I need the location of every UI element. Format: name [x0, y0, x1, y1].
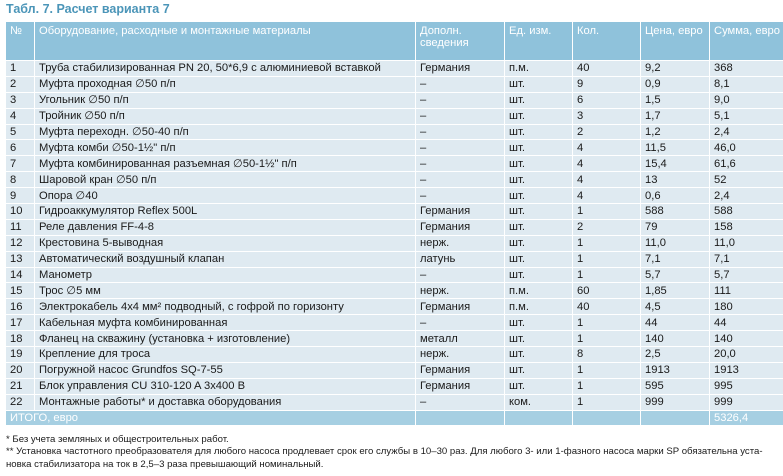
row-unit: шт. — [505, 172, 573, 188]
table-row — [6, 108, 783, 124]
row-price: 7,1 — [641, 251, 710, 267]
row-qty: 3 — [573, 108, 641, 124]
row-price: 0,9 — [641, 76, 710, 92]
row-price: 9,2 — [641, 61, 710, 77]
header-num: № — [6, 22, 35, 61]
row-unit: шт. — [505, 315, 573, 331]
row-num: 12 — [6, 235, 35, 251]
row-sum: 20,0 — [710, 347, 783, 363]
row-unit: шт. — [505, 140, 573, 156]
row-info: – — [416, 108, 505, 124]
row-unit: шт. — [505, 362, 573, 378]
row-info: Германия — [416, 219, 505, 235]
row-name: Реле давления FF-4-8 — [35, 219, 416, 235]
footnote-2: ** Установка частотного преобразователя для любого насоса продлевает срок его службы в 10–30 раз. Для любого 3- или 1-фазного насоса марки SP обязательна уста-новка стабилизатора на ток в 2,5–3 раза превышающий номинальный. — [6, 446, 763, 470]
row-name: Опора ∅40 — [35, 188, 416, 204]
table-row — [6, 267, 783, 283]
row-sum: 140 — [710, 331, 783, 347]
row-num: 10 — [6, 204, 35, 220]
row-unit: шт. — [505, 204, 573, 220]
table-header-row — [6, 22, 783, 61]
row-info: – — [416, 76, 505, 92]
row-info: Германия — [416, 378, 505, 394]
row-unit: шт. — [505, 267, 573, 283]
row-unit: шт. — [505, 188, 573, 204]
row-name: Муфта проходная ∅50 п/п — [35, 76, 416, 92]
row-price: 44 — [641, 315, 710, 331]
row-qty: 2 — [573, 219, 641, 235]
row-name: Монтажные работы* и доставка оборудования — [35, 394, 416, 410]
row-name: Тройник ∅50 п/п — [35, 108, 416, 124]
row-info: – — [416, 140, 505, 156]
row-num: 1 — [6, 61, 35, 77]
row-unit: шт. — [505, 347, 573, 363]
row-unit: п.м. — [505, 299, 573, 315]
row-qty: 40 — [573, 61, 641, 77]
row-num: 8 — [6, 172, 35, 188]
table-row — [6, 204, 783, 220]
header-info: Дополн. сведения — [416, 22, 505, 61]
row-unit: шт. — [505, 235, 573, 251]
header-sum: Сумма, евро — [710, 22, 783, 61]
total-row — [6, 410, 783, 425]
table-row — [6, 76, 783, 92]
row-price: 1,2 — [641, 124, 710, 140]
row-sum: 46,0 — [710, 140, 783, 156]
row-info: – — [416, 172, 505, 188]
row-info: Германия — [416, 61, 505, 77]
row-num: 3 — [6, 92, 35, 108]
row-num: 9 — [6, 188, 35, 204]
row-info: – — [416, 267, 505, 283]
table-row — [6, 331, 783, 347]
row-unit: п.м. — [505, 61, 573, 77]
row-info: Германия — [416, 204, 505, 220]
row-qty: 1 — [573, 235, 641, 251]
header-unit: Ед. изм. — [505, 22, 573, 61]
row-price: 2,5 — [641, 347, 710, 363]
row-sum: 5,1 — [710, 108, 783, 124]
row-num: 17 — [6, 315, 35, 331]
row-num: 4 — [6, 108, 35, 124]
table-row — [6, 172, 783, 188]
row-num: 22 — [6, 394, 35, 410]
row-info: – — [416, 394, 505, 410]
row-qty: 4 — [573, 172, 641, 188]
row-qty: 1 — [573, 267, 641, 283]
row-name: Крестовина 5-выводная — [35, 235, 416, 251]
table-row — [6, 188, 783, 204]
row-info: Германия — [416, 362, 505, 378]
row-sum: 5,7 — [710, 267, 783, 283]
table-row — [6, 251, 783, 267]
row-sum: 588 — [710, 204, 783, 220]
row-num: 20 — [6, 362, 35, 378]
row-price: 140 — [641, 331, 710, 347]
row-price: 0,6 — [641, 188, 710, 204]
table-body — [6, 61, 783, 426]
row-price: 11,5 — [641, 140, 710, 156]
row-num: 11 — [6, 219, 35, 235]
row-name: Крепление для троса — [35, 347, 416, 363]
row-name: Угольник ∅50 п/п — [35, 92, 416, 108]
row-name: Кабельная муфта комбинированная — [35, 315, 416, 331]
row-unit: п.м. — [505, 283, 573, 299]
row-price: 13 — [641, 172, 710, 188]
row-num: 13 — [6, 251, 35, 267]
row-info: – — [416, 92, 505, 108]
row-info: нерж. — [416, 235, 505, 251]
row-name: Автоматический воздушный клапан — [35, 251, 416, 267]
table-row — [6, 394, 783, 410]
table-row — [6, 315, 783, 331]
row-sum: 995 — [710, 378, 783, 394]
row-sum: 1913 — [710, 362, 783, 378]
row-qty: 1 — [573, 394, 641, 410]
row-qty: 4 — [573, 156, 641, 172]
row-qty: 1 — [573, 251, 641, 267]
row-num: 14 — [6, 267, 35, 283]
table-row — [6, 156, 783, 172]
table-row — [6, 235, 783, 251]
total-empty-unit — [505, 410, 573, 425]
table-row — [6, 61, 783, 77]
table-row — [6, 92, 783, 108]
row-qty: 4 — [573, 140, 641, 156]
row-name: Муфта комбинированная разъемная ∅50-1½" п/п — [35, 156, 416, 172]
row-sum: 61,6 — [710, 156, 783, 172]
row-sum: 180 — [710, 299, 783, 315]
row-info: латунь — [416, 251, 505, 267]
total-value: 5326,4 — [710, 410, 783, 425]
row-qty: 1 — [573, 378, 641, 394]
table-row — [6, 378, 783, 394]
row-sum: 9,0 — [710, 92, 783, 108]
row-qty: 1 — [573, 331, 641, 347]
row-price: 1,5 — [641, 92, 710, 108]
row-unit: шт. — [505, 92, 573, 108]
table-row — [6, 124, 783, 140]
header-name: Оборудование, расходные и монтажные материалы — [35, 22, 416, 61]
total-empty-info — [416, 410, 505, 425]
row-info: – — [416, 315, 505, 331]
row-sum: 11,0 — [710, 235, 783, 251]
row-unit: шт. — [505, 76, 573, 92]
row-num: 5 — [6, 124, 35, 140]
row-name: Муфта переходн. ∅50-40 п/п — [35, 124, 416, 140]
row-num: 19 — [6, 347, 35, 363]
row-num: 21 — [6, 378, 35, 394]
row-unit: ком. — [505, 394, 573, 410]
row-name: Шаровой кран ∅50 п/п — [35, 172, 416, 188]
header-qty: Кол. — [573, 22, 641, 61]
row-num: 18 — [6, 331, 35, 347]
row-price: 1,85 — [641, 283, 710, 299]
row-name: Погружной насос Grundfos SQ-7-55 — [35, 362, 416, 378]
row-num: 15 — [6, 283, 35, 299]
row-price: 79 — [641, 219, 710, 235]
row-name: Блок управления CU 310-120 A 3x400 B — [35, 378, 416, 394]
row-qty: 9 — [573, 76, 641, 92]
row-name: Гидроаккумулятор Reflex 500L — [35, 204, 416, 220]
table-title: Табл. 7. Расчет варианта 7 — [6, 2, 170, 16]
row-name: Труба стабилизированная PN 20, 50*6,9 с алюминиевой вставкой — [35, 61, 416, 77]
footnote-1: * Без учета земляных и общестроительных работ. — [6, 434, 229, 445]
row-price: 11,0 — [641, 235, 710, 251]
row-sum: 8,1 — [710, 76, 783, 92]
row-sum: 158 — [710, 219, 783, 235]
row-price: 5,7 — [641, 267, 710, 283]
table-row — [6, 299, 783, 315]
table-row — [6, 219, 783, 235]
table-row — [6, 347, 783, 363]
total-empty-price — [641, 410, 710, 425]
row-info: – — [416, 188, 505, 204]
row-num: 7 — [6, 156, 35, 172]
row-sum: 368 — [710, 61, 783, 77]
row-qty: 6 — [573, 92, 641, 108]
row-price: 999 — [641, 394, 710, 410]
row-sum: 7,1 — [710, 251, 783, 267]
row-unit: шт. — [505, 124, 573, 140]
row-qty: 60 — [573, 283, 641, 299]
row-num: 16 — [6, 299, 35, 315]
row-price: 15,4 — [641, 156, 710, 172]
row-num: 2 — [6, 76, 35, 92]
row-name: Манометр — [35, 267, 416, 283]
row-unit: шт. — [505, 378, 573, 394]
table-row — [6, 362, 783, 378]
row-qty: 8 — [573, 347, 641, 363]
row-sum: 52 — [710, 172, 783, 188]
row-unit: шт. — [505, 108, 573, 124]
row-qty: 1 — [573, 362, 641, 378]
row-sum: 111 — [710, 283, 783, 299]
row-price: 1913 — [641, 362, 710, 378]
row-unit: шт. — [505, 331, 573, 347]
row-sum: 2,4 — [710, 188, 783, 204]
row-unit: шт. — [505, 251, 573, 267]
total-empty-qty — [573, 410, 641, 425]
row-name: Фланец на скважину (установка + изготовление) — [35, 331, 416, 347]
row-info: – — [416, 156, 505, 172]
row-info: металл — [416, 331, 505, 347]
row-price: 4,5 — [641, 299, 710, 315]
row-qty: 1 — [573, 204, 641, 220]
row-qty: 2 — [573, 124, 641, 140]
row-name: Муфта комби ∅50-1½" п/п — [35, 140, 416, 156]
row-sum: 2,4 — [710, 124, 783, 140]
table-row — [6, 283, 783, 299]
row-sum: 44 — [710, 315, 783, 331]
row-price: 588 — [641, 204, 710, 220]
row-info: нерж. — [416, 283, 505, 299]
row-unit: шт. — [505, 219, 573, 235]
row-price: 1,7 — [641, 108, 710, 124]
row-sum: 999 — [710, 394, 783, 410]
table-row — [6, 140, 783, 156]
calculation-table — [6, 22, 783, 425]
row-info: нерж. — [416, 347, 505, 363]
header-price: Цена, евро — [641, 22, 710, 61]
total-label: ИТОГО, евро — [6, 410, 416, 425]
row-qty: 1 — [573, 315, 641, 331]
row-name: Трос ∅5 мм — [35, 283, 416, 299]
row-info: Германия — [416, 299, 505, 315]
row-qty: 4 — [573, 188, 641, 204]
row-unit: шт. — [505, 156, 573, 172]
row-price: 595 — [641, 378, 710, 394]
row-info: – — [416, 124, 505, 140]
row-name: Электрокабель 4x4 мм² подводный, с гофрой по горизонту — [35, 299, 416, 315]
row-qty: 40 — [573, 299, 641, 315]
row-num: 6 — [6, 140, 35, 156]
